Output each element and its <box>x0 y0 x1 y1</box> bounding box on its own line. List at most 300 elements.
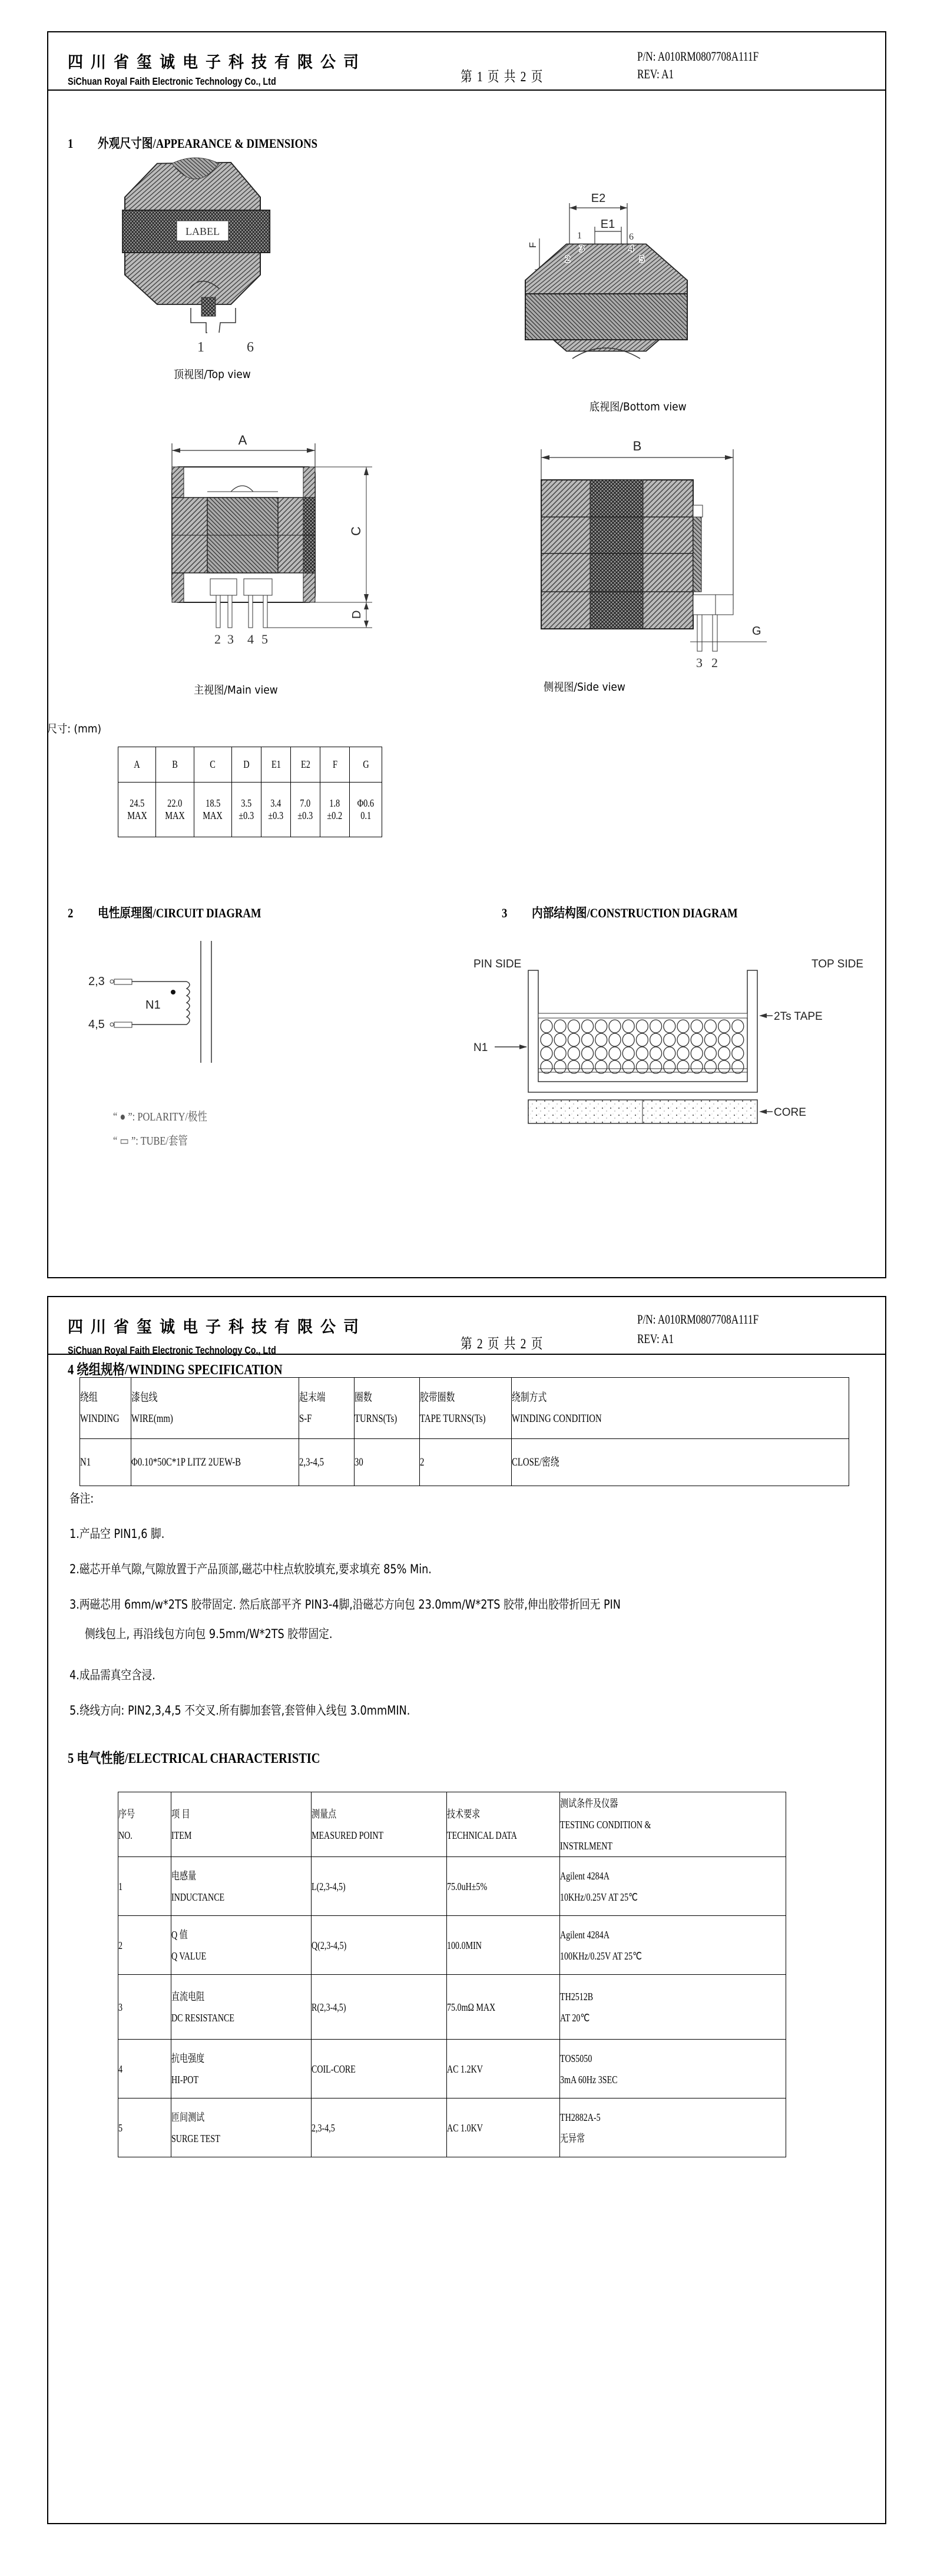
measured-point-cell <box>312 1975 447 2040</box>
dim-label-g: G <box>752 625 761 638</box>
wire-turn <box>622 1033 634 1046</box>
dimension-tolerance: ±0.2 <box>327 810 343 821</box>
winding-header-row <box>80 1378 849 1439</box>
wire-turn <box>554 1060 566 1073</box>
tape-label: 2Ts TAPE <box>774 1010 823 1023</box>
electrical-row <box>118 1975 786 2040</box>
dim-label-a: A <box>238 433 247 447</box>
part-number: P/N: A010RM0807708A111F <box>637 1312 759 1327</box>
wire-turn <box>622 1020 634 1033</box>
pin-label: 2 <box>711 655 718 670</box>
dimension-value: 1.8 <box>329 797 340 809</box>
wire-turn <box>704 1060 716 1073</box>
company-name-en: SiChuan Royal Faith Electronic Technology Co., Ltd <box>68 1344 276 1356</box>
cell-text: 2 <box>420 1456 425 1468</box>
condition-cell <box>560 1916 786 1975</box>
wire-turn <box>704 1020 716 1033</box>
cell-line: INDUCTANCE <box>171 1891 225 1903</box>
note-item: 侧线包上, 再沿线包方向包 9.5mm/W*2TS 胶带固定. <box>85 1627 333 1641</box>
cell-line: 序号 <box>118 1808 135 1820</box>
winding-cell <box>512 1439 849 1486</box>
pin-label: 3 <box>227 632 234 647</box>
technical-data-cell <box>447 1916 560 1975</box>
wire-turn <box>732 1060 744 1073</box>
measured-point-cell <box>312 2040 447 2098</box>
cell-line: NO. <box>118 1829 133 1841</box>
row-number <box>118 1916 171 1975</box>
terminal-start-label: 2,3 <box>88 975 105 988</box>
page-header <box>48 1297 885 1355</box>
wire-turn <box>554 1047 566 1060</box>
wire-turn <box>650 1047 662 1060</box>
cell-line: DC RESISTANCE <box>171 2011 234 2024</box>
cell-text: 100.0MIN <box>447 1939 482 1951</box>
dimension-value: 7.0 <box>300 797 311 809</box>
row-number <box>118 1975 171 2040</box>
pin-block <box>201 297 216 316</box>
dimension-name: C <box>210 758 216 770</box>
wire-turn <box>609 1060 621 1073</box>
item-cell <box>171 2040 312 2098</box>
dim-label-e2: E2 <box>591 192 606 205</box>
revision: REV: A1 <box>637 1331 674 1346</box>
item-cell <box>171 1975 312 2040</box>
cell-text: 30 <box>355 1456 363 1468</box>
cell-line: 匝间测试 <box>171 2111 205 2123</box>
label-text: LABEL <box>186 226 220 237</box>
pin-label: 2 <box>214 632 221 647</box>
spec-page-1 <box>47 31 886 1278</box>
dimension-tolerance: ±0.3 <box>297 810 313 821</box>
technical-data-cell <box>447 2098 560 2157</box>
cell-line: 起末端 <box>299 1391 326 1404</box>
electrical-row <box>118 2098 786 2157</box>
item-cell <box>171 2098 312 2157</box>
dimension-tolerance: MAX <box>127 810 147 821</box>
wire-turn <box>541 1020 552 1033</box>
cell-text: 75.0uH±5% <box>447 1880 488 1892</box>
cell-line: 3mA 60Hz 3SEC <box>560 2073 618 2086</box>
cell-line: TOS5050 <box>560 2052 592 2064</box>
wire-turn <box>732 1020 744 1033</box>
bottom-view-caption: 底视图/Bottom view <box>589 400 687 413</box>
cell-text: 2,3-4,5 <box>299 1456 324 1468</box>
wire-turn <box>691 1060 703 1073</box>
winding-spec-table <box>80 1377 849 1486</box>
wire-turn <box>691 1047 703 1060</box>
cell-line: 测量点 <box>312 1808 337 1820</box>
section-title-en: /CONSTRUCTION DIAGRAM <box>587 906 738 920</box>
technical-data-cell <box>447 1857 560 1916</box>
note-item: 3.两磁芯用 6mm/w*2TS 胶带固定. 然后底部平齐 PIN3-4脚,沿磁芯方向包 23.0mm/W*2TS 胶带,伸出胶带折回无 PIN <box>69 1597 621 1612</box>
top-view-pin-labels <box>137 339 290 362</box>
dimension-header-cell <box>291 747 320 783</box>
wire-turn <box>568 1060 579 1073</box>
spec-page-2 <box>47 1296 886 2524</box>
wire-turn <box>609 1020 621 1033</box>
wire-turn <box>568 1020 579 1033</box>
cell-line: 绕组 <box>80 1391 98 1404</box>
electrical-header-cell <box>560 1792 786 1857</box>
pin-label: 1 <box>577 231 582 241</box>
page-number: 第 1 页 共 2 页 <box>461 69 544 85</box>
electrical-header-cell <box>447 1792 560 1857</box>
cell-line: TURNS(Ts) <box>355 1412 398 1425</box>
cell-text: Q(2,3-4,5) <box>312 1939 347 1951</box>
dimension-header-cell <box>232 747 261 783</box>
wire-turn <box>554 1020 566 1033</box>
dimension-tolerance: ±0.3 <box>239 810 254 821</box>
measured-point-cell <box>312 1857 447 1916</box>
pin-label: 5 <box>640 254 644 264</box>
side-view-drawing <box>519 433 767 670</box>
wire-turn <box>595 1060 607 1073</box>
section-title: 5 电气性能/ELECTRICAL CHARACTERISTIC <box>68 1751 320 1766</box>
section-5-title <box>68 1746 320 1767</box>
cell-text: 1 <box>118 1880 123 1892</box>
tube-icon <box>114 979 132 984</box>
dimension-value: 3.5 <box>241 797 252 809</box>
wire-turn <box>595 1020 607 1033</box>
condition-cell <box>560 1975 786 2040</box>
construction-diagram <box>461 951 885 1151</box>
dimension-value-cell <box>232 783 261 837</box>
winding-label: N1 <box>473 1042 488 1054</box>
dimension-value-cell <box>194 783 231 837</box>
row-number <box>118 2098 171 2157</box>
cell-line: 漆包线 <box>131 1391 158 1404</box>
winding-cell <box>299 1439 355 1486</box>
company-name-cn: 四川省玺诚电子科技有限公司 <box>68 1318 367 1337</box>
terminal-start <box>110 980 114 983</box>
legend-tube: “ ▭ ”: TUBE/套管 <box>113 1135 188 1148</box>
dimension-value-cell <box>261 783 291 837</box>
top-side-label: TOP SIDE <box>812 958 863 970</box>
wire-turn <box>718 1047 730 1060</box>
winding-cell <box>131 1439 299 1486</box>
section-title-cn: 内部结构图 <box>532 906 587 921</box>
winding-header-cell <box>80 1378 131 1439</box>
wire-turn <box>622 1060 634 1073</box>
cell-text: AC 1.2KV <box>447 2063 483 2075</box>
dimension-value-cell <box>156 783 194 837</box>
company-name-en: SiChuan Royal Faith Electronic Technology Co., Ltd <box>68 75 276 87</box>
wire-turn <box>582 1033 594 1046</box>
wire-turn <box>650 1020 662 1033</box>
cell-text: 75.0mΩ MAX <box>447 2001 496 2013</box>
coil-icon <box>187 982 190 1025</box>
cell-line: 测试条件及仪器 <box>560 1797 618 1809</box>
section-4-title <box>68 1358 283 1378</box>
wire-turn <box>691 1020 703 1033</box>
cell-line: 10KHz/0.25V AT 25℃ <box>560 1891 638 1903</box>
dimension-name: G <box>362 758 369 770</box>
wire-turn <box>568 1033 579 1046</box>
dimension-header-cell <box>194 747 231 783</box>
cell-text: R(2,3-4,5) <box>312 2001 346 2013</box>
row-number <box>118 1857 171 1916</box>
section-1-title <box>68 134 317 152</box>
wire-turn <box>664 1047 675 1060</box>
cell-line: WINDING <box>80 1412 120 1425</box>
pin-label: 2 <box>565 254 570 264</box>
circuit-diagram <box>78 930 254 1066</box>
dimension-value: 3.4 <box>270 797 281 809</box>
side-view-caption: 侧视图/Side view <box>544 681 625 694</box>
cell-line: Q 值 <box>171 1928 188 1941</box>
dimension-name: E2 <box>300 758 310 770</box>
tube-icon <box>114 1022 132 1027</box>
wire-turn <box>650 1060 662 1073</box>
dim-label-e1: E1 <box>600 218 615 231</box>
cell-line: TH2882A-5 <box>560 2111 601 2123</box>
cell-line: 圈数 <box>355 1391 372 1404</box>
note-item: 4.成品需真空含浸. <box>69 1668 155 1682</box>
item-cell <box>171 1857 312 1916</box>
dimension-value: Φ0.6 <box>357 797 375 809</box>
winding-label: N1 <box>145 999 161 1012</box>
cell-line: 100KHz/0.25V AT 25℃ <box>560 1950 642 1962</box>
cell-line: TH2512B <box>560 1990 594 2003</box>
dimension-value-cell <box>118 783 156 837</box>
dimension-header-cell <box>118 747 156 783</box>
dim-label-f: F <box>528 242 538 248</box>
wire-turn <box>664 1060 675 1073</box>
winding-cell <box>80 1439 131 1486</box>
wire-turn <box>636 1020 648 1033</box>
wire-turn <box>582 1047 594 1060</box>
bottom-view-drawing <box>514 174 708 368</box>
pin-label: 3 <box>696 655 703 670</box>
dimension-name: A <box>134 758 140 770</box>
wire-turn <box>664 1033 675 1046</box>
section-number: 3 <box>502 906 508 920</box>
dimensions-table <box>118 747 382 837</box>
dimension-value: 22.0 <box>167 797 183 809</box>
main-view-drawing <box>148 433 396 645</box>
terminal-end-label: 4,5 <box>88 1018 105 1031</box>
cell-line: TESTING CONDITION & <box>560 1818 651 1831</box>
pin-label: 1 <box>197 340 204 355</box>
cell-line: TECHNICAL DATA <box>447 1829 517 1841</box>
winding-header-cell <box>131 1378 299 1439</box>
wire-turn <box>650 1033 662 1046</box>
wire-turn <box>609 1047 621 1060</box>
cell-line: WINDING CONDITION <box>512 1412 602 1425</box>
top-view-drawing <box>113 156 313 333</box>
tape-layer <box>538 1013 747 1018</box>
cell-text: CLOSE/密绕 <box>512 1456 559 1468</box>
row-number <box>118 2040 171 2098</box>
legend-polarity: “ ● ”: POLARITY/极性 <box>113 1110 207 1123</box>
dimension-name: D <box>243 758 250 770</box>
wire-turn <box>732 1033 744 1046</box>
winding-header-cell <box>512 1378 849 1439</box>
section-title-en: /CIRCUIT DIAGRAM <box>153 906 261 920</box>
wire-turn <box>636 1033 648 1046</box>
wire-turn <box>622 1047 634 1060</box>
dimension-value: 18.5 <box>205 797 221 809</box>
pin-side-label: PIN SIDE <box>473 958 522 970</box>
winding-header-cell <box>299 1378 355 1439</box>
pin-label: 3 <box>579 244 584 254</box>
core-label: CORE <box>774 1106 806 1119</box>
pin-label: 6 <box>629 232 634 242</box>
cell-line: Q VALUE <box>171 1950 207 1962</box>
electrical-header-cell <box>312 1792 447 1857</box>
cell-line: S-F <box>299 1412 312 1425</box>
dimension-value-cell <box>350 783 382 837</box>
dimensions-header-row <box>118 747 382 783</box>
wire-turn <box>554 1033 566 1046</box>
pin-label: 5 <box>261 632 268 647</box>
dimension-tolerance: 0.1 <box>360 810 372 821</box>
section-title: 4 绕组规格/WINDING SPECIFICATION <box>68 1362 283 1378</box>
condition-cell <box>560 2040 786 2098</box>
section-3-title <box>502 903 738 921</box>
cell-line: 无异常 <box>560 2132 585 2144</box>
condition-cell <box>560 1857 786 1916</box>
dim-label-b: B <box>632 439 642 453</box>
dimension-name: B <box>172 758 178 770</box>
wire-turn <box>677 1033 689 1046</box>
dimension-value: 24.5 <box>130 797 145 809</box>
pin-label: 4 <box>247 632 254 647</box>
notes-heading: 备注: <box>69 1491 94 1506</box>
terminal-end <box>110 1023 114 1026</box>
dimension-tolerance: MAX <box>203 810 223 821</box>
winding-cell <box>355 1439 420 1486</box>
dim-label-d: D <box>350 610 363 619</box>
wire-turn <box>718 1020 730 1033</box>
note-item: 2.磁芯开单气隙,气隙放置于产品顶部,磁芯中柱点软胶填充,要求填充 85% Min. <box>69 1562 432 1576</box>
section-2-title <box>68 903 261 921</box>
section-title-en: /APPEARANCE & DIMENSIONS <box>153 136 317 151</box>
cell-text: 3 <box>118 2001 123 2013</box>
cell-line: 胶带圈数 <box>420 1391 455 1404</box>
wire-turn <box>636 1060 648 1073</box>
wire-turn <box>636 1047 648 1060</box>
cell-line: 电感量 <box>171 1869 197 1882</box>
wire-turn <box>704 1033 716 1046</box>
dimension-tolerance: ±0.3 <box>268 810 284 821</box>
part-number: P/N: A010RM0807708A111F <box>637 49 759 64</box>
cell-line: HI-POT <box>171 2073 199 2086</box>
wire-turn <box>718 1033 730 1046</box>
cell-text: 2 <box>118 1939 123 1951</box>
note-item: 1.产品空 PIN1,6 脚. <box>69 1527 165 1541</box>
dimension-tolerance: MAX <box>165 810 185 821</box>
section-number: 1 <box>68 136 74 151</box>
cell-text: 4 <box>118 2063 123 2075</box>
winding-row <box>80 1439 849 1486</box>
wire-turn <box>664 1020 675 1033</box>
measured-point-cell <box>312 1916 447 1975</box>
wire-turn <box>541 1047 552 1060</box>
electrical-row <box>118 1916 786 1975</box>
electrical-row <box>118 1857 786 1916</box>
dimension-header-cell <box>350 747 382 783</box>
pin-label: 6 <box>247 340 254 355</box>
item-cell <box>171 1916 312 1975</box>
dimension-name: F <box>332 758 337 770</box>
condition-cell <box>560 2098 786 2157</box>
cell-line: MEASURED POINT <box>312 1829 384 1841</box>
cell-line: 绕制方式 <box>512 1391 547 1404</box>
dimension-value-cell <box>291 783 320 837</box>
section-title-cn: 电性原理图 <box>98 906 153 921</box>
technical-data-cell <box>447 2040 560 2098</box>
wire-turn <box>582 1020 594 1033</box>
wire-turn <box>718 1060 730 1073</box>
dimension-header-cell <box>261 747 291 783</box>
electrical-header-cell <box>118 1792 171 1857</box>
cell-text: AC 1.0KV <box>447 2121 483 2134</box>
dim-label-c: C <box>349 526 363 536</box>
cell-line: 技术要求 <box>447 1808 481 1820</box>
cell-text: COIL-CORE <box>312 2063 356 2075</box>
dimension-header-cell <box>156 747 194 783</box>
wire-turn <box>541 1033 552 1046</box>
cell-line: 抗电强度 <box>171 2052 205 2064</box>
wire-turn <box>595 1033 607 1046</box>
measured-point-cell <box>312 2098 447 2157</box>
section-number: 2 <box>68 906 74 920</box>
wire-turn <box>541 1060 552 1073</box>
cell-text: Φ0.10*50C*1P LITZ 2UEW-B <box>131 1456 241 1468</box>
page-header <box>48 32 885 91</box>
cell-line: ITEM <box>171 1829 192 1841</box>
revision: REV: A1 <box>637 67 674 81</box>
wire-turn <box>595 1047 607 1060</box>
cell-line: 直流电阻 <box>171 1990 205 2003</box>
wire-turn <box>732 1047 744 1060</box>
winding-header-cell <box>420 1378 512 1439</box>
technical-data-cell <box>447 1975 560 2040</box>
winding-header-cell <box>355 1378 420 1439</box>
dimension-name: E1 <box>271 758 281 770</box>
cell-text: 2,3-4,5 <box>312 2121 335 2134</box>
cell-line: 项 目 <box>171 1808 190 1820</box>
cell-text: N1 <box>80 1456 91 1468</box>
pin-label: 4 <box>629 244 634 254</box>
top-view-caption: 顶视图/Top view <box>174 368 251 381</box>
electrical-table <box>118 1792 786 2157</box>
wire-turn <box>677 1020 689 1033</box>
wire-turn <box>677 1047 689 1060</box>
cell-text: 5 <box>118 2121 123 2134</box>
cell-line: Agilent 4284A <box>560 1928 610 1941</box>
electrical-header-cell <box>171 1792 312 1857</box>
note-item: 5.绕线方向: PIN2,3,4,5 不交叉.所有脚加套管,套管伸入线包 3.0mmMIN. <box>69 1703 410 1718</box>
wire-turn <box>568 1047 579 1060</box>
cell-line: SURGE TEST <box>171 2132 220 2144</box>
dimensions-value-row <box>118 783 382 837</box>
wire-turn <box>691 1033 703 1046</box>
electrical-row <box>118 2040 786 2098</box>
cell-line: WIRE(mm) <box>131 1412 173 1425</box>
dimensions-unit-label: 尺寸: (mm) <box>47 722 102 735</box>
section-title-cn: 外观尺寸图 <box>98 137 153 151</box>
winding-turns <box>541 1020 744 1073</box>
wire-turn <box>609 1033 621 1046</box>
electrical-header-row <box>118 1792 786 1857</box>
cell-line: Agilent 4284A <box>560 1869 610 1882</box>
cell-line: TAPE TURNS(Ts) <box>420 1412 486 1425</box>
cell-line: INSTRLMENT <box>560 1839 612 1852</box>
winding-cell <box>420 1439 512 1486</box>
page-number: 第 2 页 共 2 页 <box>461 1337 544 1352</box>
